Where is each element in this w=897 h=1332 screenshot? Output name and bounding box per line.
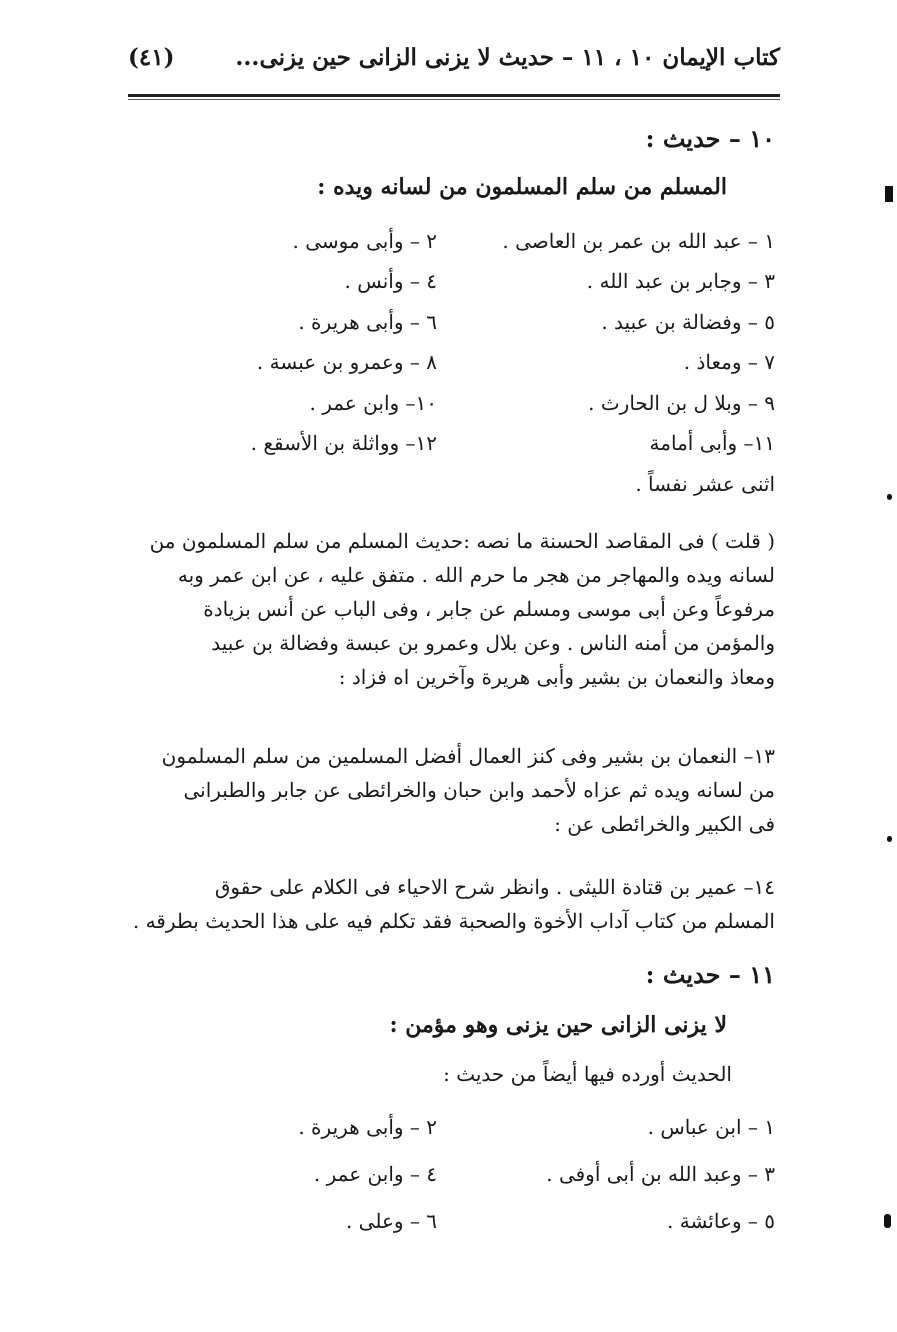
narrator-3: ٣ – وجابر بن عبد الله . [586,269,775,293]
margin-dot [887,836,892,842]
s11-narrator-1: ١ – ابن عباس . [647,1115,775,1139]
narrator-11: ١١– وأبى أمامة [649,431,775,455]
narrator-1: ١ – عبد الله بن عمر بن العاصى . [502,229,775,253]
paragraph-line: ١٣– النعمان بن بشير وفى كنز العمال أفضل المسلمين من سلم المسلمون [161,744,775,768]
s11-narrator-4: ٤ – وابن عمر . [313,1162,437,1186]
paragraph-13 [123,739,775,841]
margin-mark [885,186,893,202]
paragraph-line: من لسانه ويده ثم عزاه لأحمد وابن حبان والخرائطى عن جابر والطبرانى [183,778,775,802]
section-10-heading: ١٠ – حديث : [645,124,775,153]
count-note: اثنى عشر نفساً . [635,472,775,496]
s11-narrator-5: ٥ – وعائشة . [667,1209,775,1233]
paragraph-line: ( قلت ) فى المقاصد الحسنة ما نصه :حديث المسلم من سلم المسلمون من [149,529,775,553]
paragraph-line: لسانه ويده والمهاجر من هجر ما حرم الله . متفق عليه ، عن ابن عمر وبه [177,563,775,587]
section-11-heading: ١١ – حديث : [645,960,775,989]
header-title: كتاب الإيمان ١٠ ، ١١ – حديث لا يزنى الزانى حين يزنى... [235,44,780,71]
section-11-subheading: لا يزنى الزانى حين يزنى وهو مؤمن : [389,1012,727,1038]
narrator-12: ١٢– وواثلة بن الأسقع . [250,431,437,455]
margin-dot [887,494,892,500]
section-10-subheading: المسلم من سلم المسلمون من لسانه ويده : [317,174,727,200]
narrator-7: ٧ – ومعاذ . [683,350,775,374]
page-number: (٤١) [128,44,175,71]
paragraph-line: مرفوعاً وعن أبى موسى ومسلم عن جابر ، وفى الباب عن أنس بزيادة [203,597,775,621]
narrator-5: ٥ – وفضالة بن عبيد . [601,310,775,334]
paragraph-qult [123,524,775,694]
running-header [128,40,780,80]
paragraph-line: ومعاذ والنعمان بن بشير وأبى هريرة وآخرين اه فزاد : [338,665,775,689]
paragraph-line: والمؤمن من أمنه الناس . وعن بلال وعمرو بن عبسة وفضالة بن عبيد [211,631,775,655]
paragraph-line: ١٤– عمير بن قتادة الليثى . وانظر شرح الاحياء فى الكلام على حقوق [214,875,775,899]
narrator-6: ٦ – وأبى هريرة . [298,310,437,334]
paragraph-line: فى الكبير والخرائطى عن : [554,812,775,836]
margin-mark [884,1214,891,1228]
s11-narrator-6: ٦ – وعلى . [345,1209,437,1233]
paragraph-line: المسلم من كتاب آداب الأخوة والصحبة فقد تكلم فيه على هذا الحديث بطرقه . [132,909,775,933]
header-rule-thin [128,99,780,100]
s11-narrator-2: ٢ – وأبى هريرة . [298,1115,437,1139]
header-rule [128,94,780,97]
narrator-8: ٨ – وعمرو بن عبسة . [256,350,437,374]
s11-narrator-3: ٣ – وعبد الله بن أبى أوفى . [546,1162,775,1186]
narrator-2: ٢ – وأبى موسى . [292,229,437,253]
paragraph-14 [123,870,775,938]
narrator-4: ٤ – وأنس . [344,269,437,293]
section-11-intro: الحديث أورده فيها أيضاً من حديث : [443,1062,732,1086]
narrator-10: ١٠– وابن عمر . [309,391,437,415]
narrator-9: ٩ – وبلا ل بن الحارث . [588,391,775,415]
